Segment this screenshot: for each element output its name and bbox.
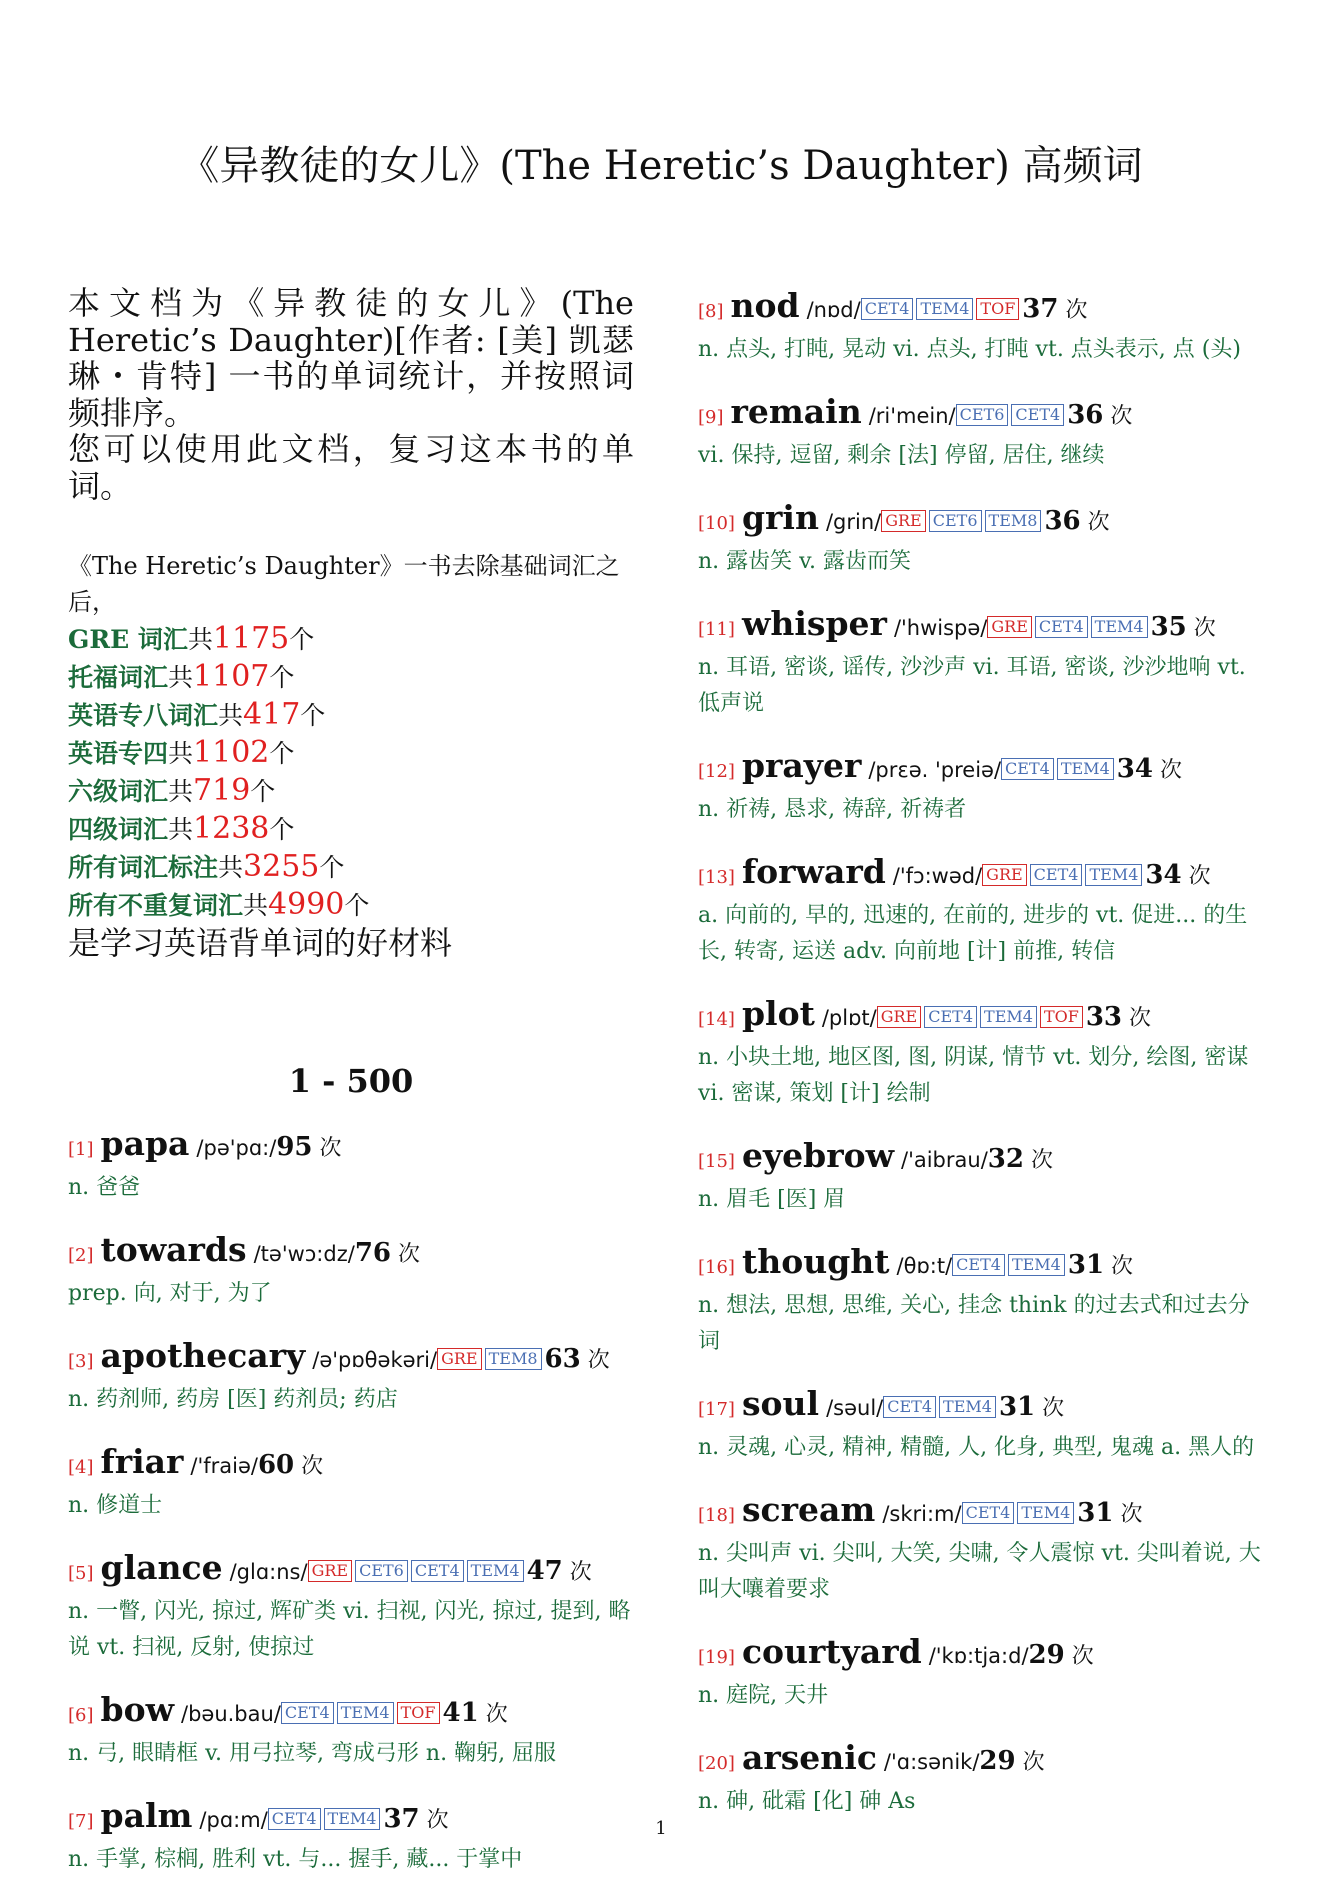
exam-tag: CET4: [861, 298, 914, 320]
exam-tag: GRE: [437, 1348, 482, 1370]
stat-row: [68, 696, 634, 734]
entry-word: palm: [100, 1796, 193, 1835]
entry-definition: n. 小块土地, 地区图, 图, 阴谋, 情节 vt. 划分, 绘图, 密谋 vi. 密谋, 策划 [计] 绘制: [698, 1045, 1249, 1106]
word-entry: [698, 852, 1270, 970]
entry-index: [3]: [68, 1351, 94, 1372]
word-entry: [698, 1136, 1270, 1218]
stat-label: 托福词汇: [68, 663, 169, 692]
entry-definition: n. 灵魂, 心灵, 精神, 精髓, 人, 化身, 典型, 鬼魂 a. 黑人的: [698, 1435, 1255, 1460]
entry-head: [698, 1490, 1270, 1536]
entry-count: 31: [1067, 1250, 1105, 1280]
entry-word: towards: [100, 1230, 247, 1269]
exam-tag: CET4: [883, 1396, 936, 1418]
word-entry: [68, 1124, 634, 1206]
exam-tag: CET4: [1011, 404, 1064, 426]
count-suffix: 次: [1111, 1254, 1134, 1279]
entry-count: 47: [526, 1556, 563, 1586]
count-suffix: 次: [1087, 510, 1110, 535]
entry-definition: n. 眉毛 [医] 眉: [698, 1187, 846, 1212]
entry-ipa: /glɑ:ns/: [229, 1560, 308, 1584]
stat-mid: 共: [168, 777, 194, 806]
entry-definition: a. 向前的, 早的, 迅速的, 在前的, 进步的 vt. 促进... 的生长, 转寄, 运送 adv. 向前地 [计] 前推, 转信: [698, 903, 1248, 964]
exam-tag: CET4: [962, 1502, 1015, 1524]
stat-suffix: 个: [269, 663, 295, 692]
exam-tag: TEM8: [485, 1348, 542, 1370]
word-entry: [698, 1242, 1270, 1360]
stat-row: [68, 772, 634, 810]
entry-index: [12]: [698, 761, 735, 782]
intro-line: 频排序。: [68, 393, 197, 432]
entry-index: [5]: [68, 1563, 94, 1584]
exam-tag: GRE: [987, 616, 1032, 638]
exam-tag: TOF: [1040, 1006, 1083, 1028]
stat-suffix: 个: [300, 701, 326, 730]
stat-num: 1238: [193, 811, 270, 846]
exam-tag: TEM4: [467, 1560, 524, 1582]
count-suffix: 次: [1129, 1006, 1152, 1031]
count-suffix: 次: [1065, 298, 1088, 323]
stat-num: 1175: [212, 621, 290, 656]
entry-ipa: /pɑ:m/: [199, 1808, 268, 1832]
entry-ipa: /ri'mein/: [868, 404, 956, 428]
stat-suffix: 个: [269, 739, 295, 768]
exam-tag: CET6: [355, 1560, 408, 1582]
entry-head: [68, 1442, 634, 1488]
exam-tag: CET6: [929, 510, 982, 532]
entry-word: whisper: [741, 604, 887, 643]
word-entry: [698, 994, 1270, 1112]
stat-mid: 共: [168, 815, 194, 844]
entry-definition: n. 露齿笑 v. 露齿而笑: [698, 549, 911, 574]
word-entry: [68, 1548, 634, 1666]
exam-tag: GRE: [982, 864, 1027, 886]
stat-mid: 共: [187, 625, 213, 654]
entry-head: [698, 1738, 1270, 1784]
entry-ipa: /'kɒ:tja:d/: [928, 1644, 1029, 1668]
entry-definition: n. 想法, 思想, 思维, 关心, 挂念 think 的过去式和过去分词: [698, 1293, 1250, 1354]
entry-index: [13]: [698, 867, 735, 888]
entry-index: [15]: [698, 1151, 735, 1172]
word-entry: [698, 1490, 1270, 1608]
word-entry: [698, 1384, 1270, 1466]
count-suffix: 次: [301, 1454, 324, 1479]
entry-head: [698, 1384, 1270, 1430]
entry-word: grin: [741, 498, 819, 537]
count-suffix: 次: [1159, 758, 1182, 783]
intro-line: 本文档为《异教徒的女儿》(The: [68, 284, 634, 322]
entry-word: nod: [730, 286, 800, 325]
entry-head: [68, 1336, 634, 1382]
entry-definition: n. 一瞥, 闪光, 掠过, 辉矿类 vi. 扫视, 闪光, 掠过, 提到, 略说 vt. 扫视, 反射, 使掠过: [68, 1599, 631, 1660]
entry-word: scream: [741, 1490, 876, 1529]
exam-tag: CET4: [952, 1254, 1005, 1276]
entry-word: soul: [741, 1384, 820, 1423]
entry-count: 76: [354, 1238, 391, 1268]
stat-num: 1102: [193, 735, 270, 770]
entry-index: [6]: [68, 1705, 94, 1726]
entry-word: arsenic: [741, 1738, 877, 1777]
entry-head: [698, 1242, 1270, 1288]
entry-head: [698, 392, 1270, 438]
entry-head: [698, 498, 1270, 544]
count-suffix: 次: [426, 1808, 449, 1833]
intro-paragraph: [68, 285, 634, 504]
entry-definition: n. 耳语, 密谈, 谣传, 沙沙声 vi. 耳语, 密谈, 沙沙地响 vt. 低声说: [698, 655, 1246, 716]
count-suffix: 次: [1120, 1502, 1143, 1527]
page-number: 1: [655, 1818, 667, 1839]
count-suffix: 次: [569, 1560, 592, 1585]
entry-index: [10]: [698, 513, 735, 534]
left-column: [68, 285, 634, 1902]
stat-suffix: 个: [319, 853, 345, 882]
entry-ipa: /skri:m/: [882, 1502, 962, 1526]
entry-ipa: /səul/: [826, 1396, 884, 1420]
stat-suffix: 个: [289, 625, 315, 654]
exam-tag: GRE: [877, 1006, 922, 1028]
entry-ipa: /'fɔ:wəd/: [892, 864, 983, 888]
exam-tag: TOF: [397, 1702, 440, 1724]
entry-count: 37: [383, 1804, 420, 1834]
entry-count: 95: [276, 1132, 313, 1162]
entry-ipa: /pə'pɑ:/: [196, 1136, 277, 1160]
stat-label: 六级词汇: [68, 777, 169, 806]
word-entry: [698, 392, 1270, 474]
entry-word: thought: [741, 1242, 890, 1281]
entry-count: 41: [442, 1698, 479, 1728]
stat-num: 4990: [268, 887, 345, 922]
count-suffix: 次: [1188, 864, 1211, 889]
exam-tag: TEM4: [337, 1702, 394, 1724]
entry-word: courtyard: [741, 1632, 922, 1671]
exam-tag: TEM4: [939, 1396, 996, 1418]
entry-head: [698, 746, 1270, 792]
stat-num: 719: [193, 773, 251, 808]
stats-list: [68, 620, 634, 924]
word-list-left: [68, 1124, 634, 1878]
entry-definition: n. 庭院, 天井: [698, 1683, 829, 1708]
word-entry: [68, 1336, 634, 1418]
word-entry: [68, 1690, 634, 1772]
word-entry: [698, 604, 1270, 722]
entry-word: remain: [730, 392, 862, 431]
entry-head: [698, 286, 1270, 332]
count-suffix: 次: [1110, 404, 1133, 429]
stat-mid: 共: [218, 701, 244, 730]
entry-count: 31: [1077, 1498, 1114, 1528]
entry-count: 36: [1044, 506, 1081, 536]
entry-word: bow: [100, 1690, 174, 1729]
intro-line: Heretic’s Daughter)[作者: [美] 凯瑟: [68, 320, 634, 359]
intro-line: 琳・肯特] 一书的单词统计，并按照词: [68, 357, 634, 395]
entry-count: 60: [257, 1450, 295, 1480]
entry-index: [17]: [698, 1399, 735, 1420]
entry-ipa: /prεə. 'preiə/: [868, 758, 1002, 782]
entry-ipa: /bəu.bau/: [181, 1702, 281, 1726]
count-suffix: 次: [1022, 1750, 1045, 1775]
stat-row: [68, 620, 634, 658]
entry-index: [7]: [68, 1811, 94, 1832]
entry-word: glance: [100, 1548, 223, 1587]
exam-tag: TEM4: [980, 1006, 1037, 1028]
entry-word: papa: [100, 1124, 190, 1163]
entry-definition: n. 药剂师, 药房 [医] 药剂员; 药店: [68, 1387, 398, 1412]
word-entry: [698, 746, 1270, 828]
count-suffix: 次: [1071, 1644, 1094, 1669]
entry-ipa: /'aibrau/: [901, 1148, 988, 1172]
entry-ipa: /'fraiə/: [190, 1454, 258, 1478]
exam-tag: CET4: [1030, 864, 1083, 886]
stat-label: 所有不重复词汇: [68, 891, 244, 920]
exam-tag: TOF: [976, 298, 1019, 320]
entry-definition: n. 祈祷, 恳求, 祷辞, 祈祷者: [698, 797, 967, 822]
entry-index: [14]: [698, 1009, 735, 1030]
entry-head: [698, 1632, 1270, 1678]
book-note: 《The Heretic’s Daughter》一书去除基础词汇之后，: [68, 552, 620, 616]
count-suffix: 次: [1042, 1396, 1065, 1421]
count-suffix: 次: [485, 1702, 508, 1727]
entry-index: [1]: [68, 1139, 94, 1160]
exam-tag: CET6: [956, 404, 1009, 426]
exam-tag: GRE: [308, 1560, 353, 1582]
entry-head: [698, 852, 1270, 898]
entry-word: plot: [741, 994, 815, 1033]
entry-count: 29: [979, 1746, 1016, 1776]
entry-ipa: /ə'pɒθəkəri/: [312, 1348, 438, 1372]
entry-definition: n. 手掌, 棕榈, 胜利 vt. 与... 握手, 藏... 于掌中: [68, 1847, 523, 1872]
entry-count: 31: [998, 1392, 1036, 1422]
entry-index: [4]: [68, 1457, 94, 1478]
entry-index: [9]: [698, 407, 724, 428]
entry-count: 34: [1145, 860, 1182, 890]
count-suffix: 次: [587, 1348, 610, 1373]
stat-label: 四级词汇: [68, 815, 169, 844]
entry-head: [68, 1230, 634, 1276]
stat-suffix: 个: [344, 891, 370, 920]
stat-row: [68, 886, 634, 924]
entry-definition: n. 修道士: [68, 1493, 163, 1518]
entry-count: 32: [987, 1144, 1024, 1174]
exam-tag: CET4: [924, 1006, 977, 1028]
entry-definition: prep. 向, 对于, 为了: [68, 1281, 272, 1306]
exam-tag: TEM8: [985, 510, 1042, 532]
entry-count: 29: [1028, 1640, 1065, 1670]
closing-line: 是学习英语背单词的好材料: [68, 924, 453, 962]
section-heading: 1 - 500: [288, 1062, 414, 1100]
exam-tag: TEM4: [1085, 864, 1142, 886]
stat-num: 3255: [243, 849, 320, 884]
entry-word: friar: [100, 1442, 184, 1481]
count-suffix: 次: [319, 1136, 342, 1161]
entry-ipa: /θɒ:t/: [896, 1254, 953, 1278]
count-suffix: 次: [1193, 616, 1216, 641]
entry-word: eyebrow: [741, 1136, 894, 1175]
intro-line: 您可以使用此文档，复习这本书的单: [68, 430, 634, 468]
intro-line: 词。: [68, 466, 133, 505]
entry-index: [19]: [698, 1647, 735, 1668]
stat-mid: 共: [168, 663, 194, 692]
stat-label: 英语专八词汇: [68, 701, 219, 730]
exam-tag: TEM4: [324, 1808, 381, 1830]
entry-definition: n. 砷, 砒霜 [化] 砷 As: [698, 1789, 916, 1814]
entry-head: [68, 1124, 634, 1170]
exam-tag: CET4: [281, 1702, 334, 1724]
entry-head: [698, 1136, 1270, 1182]
exam-tag: TEM4: [1057, 758, 1114, 780]
exam-tag: TEM4: [1008, 1254, 1065, 1276]
entry-head: [698, 604, 1270, 650]
word-list-right: [698, 286, 1270, 1820]
entry-definition: vi. 保持, 逗留, 剩余 [法] 停留, 居住, 继续: [698, 443, 1105, 468]
entry-word: forward: [741, 852, 886, 891]
entry-index: [20]: [698, 1753, 735, 1774]
word-entry: [68, 1442, 634, 1524]
word-entry: [68, 1230, 634, 1312]
entry-head: [698, 994, 1270, 1040]
entry-ipa: /'hwispə/: [893, 616, 988, 640]
entry-count: 36: [1067, 400, 1104, 430]
page-title: 《异教徒的女儿》(The Heretic’s Daughter) 高频词: [179, 143, 1143, 189]
count-suffix: 次: [1030, 1148, 1053, 1173]
exam-tag: CET4: [268, 1808, 321, 1830]
entry-count: 33: [1085, 1002, 1123, 1032]
entry-head: [68, 1690, 634, 1736]
entry-index: [2]: [68, 1245, 94, 1266]
entry-definition: n. 点头, 打盹, 晃动 vi. 点头, 打盹 vt. 点头表示, 点 (头): [698, 337, 1241, 362]
stat-label: 英语专四: [68, 739, 169, 768]
stat-num: 1107: [193, 659, 270, 694]
entry-definition: n. 爸爸: [68, 1175, 141, 1200]
word-entry: [698, 286, 1270, 368]
entry-ipa: /'ɑ:sənik/: [883, 1750, 980, 1774]
exam-tag: TEM4: [916, 298, 973, 320]
stat-mid: 共: [218, 853, 244, 882]
entry-index: [11]: [698, 619, 735, 640]
entry-index: [8]: [698, 301, 724, 322]
entry-head: [68, 1548, 634, 1594]
entry-count: 63: [544, 1344, 581, 1374]
stat-label: 所有词汇标注: [68, 853, 219, 882]
stat-mid: 共: [243, 891, 269, 920]
entry-word: apothecary: [100, 1336, 306, 1375]
entry-ipa: /nɒd/: [806, 298, 861, 322]
entry-definition: n. 弓, 眼睛框 v. 用弓拉琴, 弯成弓形 n. 鞠躬, 屈服: [68, 1741, 557, 1766]
stat-suffix: 个: [250, 777, 276, 806]
exam-tag: TEM4: [1091, 616, 1148, 638]
entry-word: prayer: [741, 746, 862, 785]
stat-row: [68, 848, 634, 886]
exam-tag: CET4: [411, 1560, 464, 1582]
entry-ipa: /grin/: [825, 510, 882, 534]
entry-ipa: /plɒt/: [821, 1006, 877, 1030]
right-column: [698, 286, 1270, 1844]
exam-tag: TEM4: [1017, 1502, 1074, 1524]
word-entry: [698, 1738, 1270, 1820]
word-entry: [698, 1632, 1270, 1714]
word-entry: [698, 498, 1270, 580]
stat-mid: 共: [168, 739, 194, 768]
exam-tag: CET4: [1035, 616, 1088, 638]
entry-definition: n. 尖叫声 vi. 尖叫, 大笑, 尖啸, 令人震惊 vt. 尖叫着说, 大叫大嚷着要求: [698, 1541, 1261, 1602]
entry-count: 35: [1150, 612, 1187, 642]
stat-row: [68, 734, 634, 772]
entry-ipa: /tə'wɔ:dz/: [253, 1242, 355, 1266]
entry-index: [16]: [698, 1257, 735, 1278]
entry-count: 37: [1022, 294, 1059, 324]
entry-count: 34: [1116, 754, 1153, 784]
stat-row: [68, 810, 634, 848]
exam-tag: CET4: [1001, 758, 1054, 780]
exam-tag: GRE: [881, 510, 926, 532]
entry-index: [18]: [698, 1505, 735, 1526]
stat-suffix: 个: [269, 815, 295, 844]
stat-row: [68, 658, 634, 696]
stat-label: GRE 词汇: [68, 625, 188, 654]
count-suffix: 次: [398, 1242, 421, 1267]
stat-num: 417: [243, 697, 301, 732]
